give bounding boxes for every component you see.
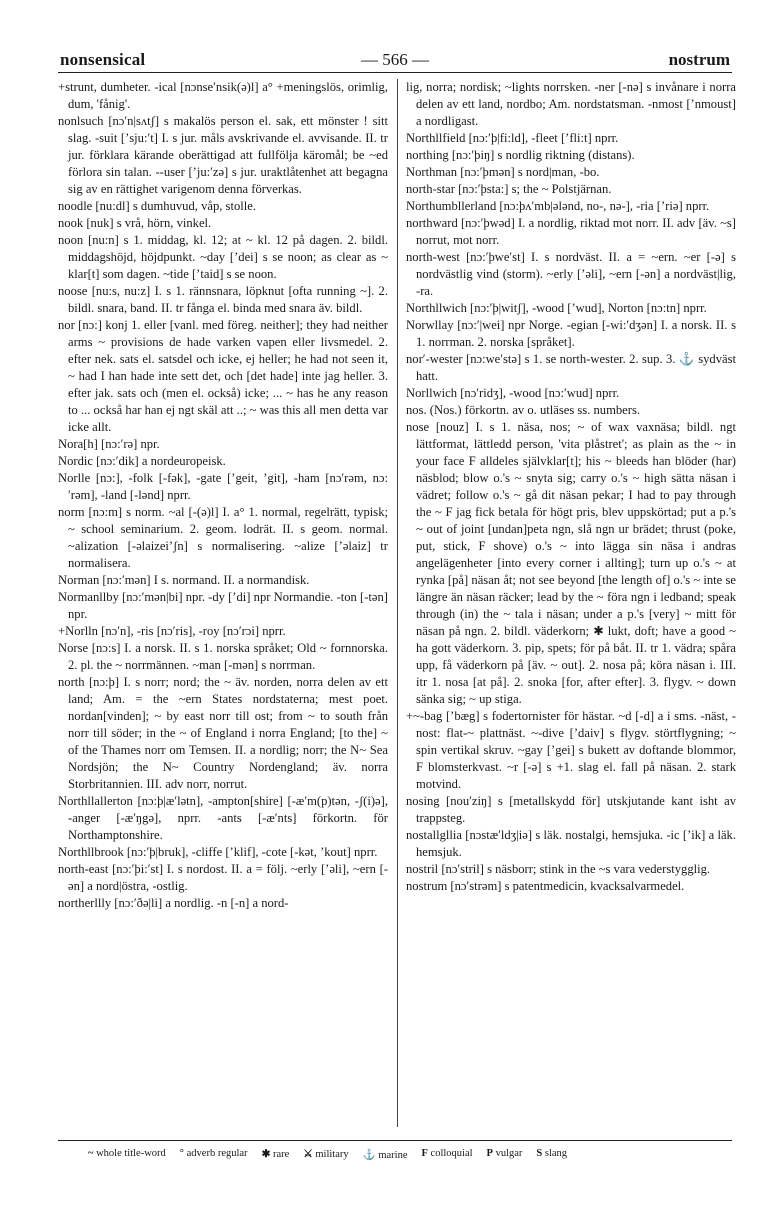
dictionary-entry: Norwllay [nɔ:′|wei] npr Norge. -egian [-wi:′dʒən] I. a norsk. II. s 1. norrman. 2. norska [språket]. [406,318,736,349]
dictionary-entry: Norllwich [nɔ′ridʒ], -wood [nɔ:′wud] nprr. [406,386,620,400]
legend-item [262,1148,290,1161]
dictionary-entry: Norlle [nɔ:], -folk [-fək], -gate [ʼgeit, ʼgit], -ham [nɔ′rəm, nɔ:′rəm], -land [-lənd] nprr. [58,471,388,502]
dictionary-entry: nos. (Nos.) förkortn. av o. utläses ss. numbers. [406,403,641,417]
dictionary-entry: +Norlln [nɔ′n], -ris [nɔ′ris], -roy [nɔ′rɔi] nprr. [58,624,286,638]
dictionary-entry: nonlsuch [nɔ′n|sʌtʃ] s makalös person el. sak, ett mönster ! sitt slag. -suit [ʼsju:′t] I. s jur. måls avskrivande el. avvisande. II. tr jur. förklara kärande oberättigad att fullfölja käromål; be ~ed förlora sin talan. --user [ʼju:′zə] s jur. uraktlåtenhet att begagna sig av en rättighet varigenom denna förverkas. [58,114,388,196]
dictionary-entry: nose [nouz] I. s 1. näsa, nos; ~ of wax vaxnäsa; bildl. ngt lättformat, lättledd person, 'vita plåstret'; as plain as the ~ in your face F alldeles självklar[t]; his ~ bleeds han blöder (har) näsblod; blow o.'s ~ snyta sig; carry o.'s ~ high sätta näsan i vädret; follow o.'s ~ gå dit näsan pekar; I had to pay through the ~ F jag fick betala för högt pris, blev uppskörtad; put a p.'s ~ out of joint [undan]peta ngn, slå ngn ur brädet; thrust (poke, put, stick, F shove) o.'s ~ into lägga sin näsa i andras angelägenheter [into every corner i allting]; turn up o.'s ~ at rynka [på] näsan åt; not see beyond [the length of] o.'s ~ inte se längre än näsan räcker; lead by the ~ föra ngn i ledband; speak through (in) the ~ tala i näsan; under a p.'s [very] ~ mitt för näsan på ngn. 2. bildl. väderkorn; ✱ lukt, doft; have a good ~ ha gott väderkorn. 3. pip, spets; för på båt. II. tr 1. vädra; spåra upp, få väderkorn på [äv. ~ out]. 2. nosa på; köra näsan i. III. itr 1. nosa [at på]. 2. snoka [for, after efter]. 3. flygv. ~ down sänka sig; ~ up stiga. [406,420,736,706]
dictionary-entry: nostril [nɔ′stril] s näsborr; stink in the ~s vara vederstygglig. [406,862,711,876]
dictionary-entry: Northllbrook [nɔ:′þ|bruk], -cliffe [ʼklif], -cote [-kət, ʼkout] nprr. [58,845,378,859]
dictionary-entry: Northllwich [nɔ:′þ|witʃ], -wood [ʼwud], Norton [nɔ:tn] nprr. [406,301,707,315]
legend-symbol: P [486,1148,493,1159]
dictionary-entry: north-star [nɔ:′þsta:] s; the ~ Polstjärnan. [406,182,612,196]
dictionary-entry: noose [nu:s, nu:z] I. s 1. rännsnara, löpknut [ofta running ~]. 2. bildl. snara, band. II. tr fånga el. binda med snara äv. bildl. [58,284,388,315]
legend-label: vulgar [495,1148,523,1159]
left-column [58,79,388,912]
dictionary-entry: nosing [nou′ziŋ] s [metallskydd för] utskjutande kant isht av trappsteg. [406,794,736,825]
dictionary-entry: +strunt, dumheter. -ical [nɔnse′nsik(ə)l] a° +meningslös, orimlig, dum, 'fånig'. [58,80,388,111]
legend-item [487,1148,523,1161]
dictionary-entry: northerllly [nɔ:′ðə|li] a nordlig. -n [-n] a nord- [58,896,289,910]
dictionary-entry: noon [nu:n] s 1. middag, kl. 12; at ~ kl. 12 på dagen. 2. bildl. middagshöjd, höjdpunkt. ~day [ʼdei] s se noon; as clear as ~ klar[t] som dagen. ~tide [ʼtaid] s se noon. [58,233,388,281]
dictionary-entry: Norse [nɔ:s] I. a norsk. II. s 1. norska språket; Old ~ fornnorska. 2. pl. the ~ norrmännen. ~man [-mən] s norrman. [58,641,388,672]
dictionary-entry: lig, norra; nordisk; ~lights norrsken. -ner [-nə] s invånare i norra delen av ett land, nordbo; Am. nordstatsman. -nmost [ʼnmoust] a nordligast. [406,80,736,128]
footer-rule [58,1140,732,1141]
left-guide-word: nonsensical [60,50,146,69]
header-rule [58,72,732,73]
dictionary-entry: noodle [nu:dl] s dumhuvud, våp, stolle. [58,199,256,213]
legend-symbol: ⚔ [303,1149,313,1160]
legend-symbol: ✱ [261,1149,271,1160]
legend-label: marine [378,1150,408,1161]
dictionary-page [58,50,736,1161]
column-divider [397,79,398,1127]
dictionary-entry: Nora[h] [nɔ:′rə] npr. [58,437,160,451]
dictionary-entry: north-west [nɔ:′þwe′st] I. s nordväst. II. a = ~ern. ~er [-ə] s nordvästlig vind (storm). ~erly [ʼəli], ~ern [-ən] a nordväst|lig, -ra. [406,250,736,298]
legend-symbol: F [421,1148,428,1159]
legend-item [363,1148,408,1161]
dictionary-entry: nor [nɔ:] konj 1. eller [vanl. med föreg. neither]; they had neither arms ~ provisions de hade varken vapen eller livsmedel. 2. efter nek. sats el. satsdel och icke, ej heller; he had not seen it, ~ had I han hade inte sett det, och [det hade] inte jag heller. 3. efter jak. sats och (men el. också) icke; ... ~ has he any reason to ... också har han ej ngt skäl att ..; ~ was this all men detta var icke allt. [58,318,388,434]
legend-label: colloquial [430,1148,473,1159]
legend-item [180,1148,248,1161]
page-header [58,50,732,74]
legend-label: adverb regular [186,1148,248,1159]
legend-symbol: ~ [88,1148,94,1159]
page-number: — 566 — [361,50,429,69]
right-guide-word: nostrum [668,50,730,69]
legend-label: military [315,1149,349,1160]
dictionary-entry: nor′-wester [nɔ:we′stə] s 1. se north-wester. 2. sup. 3. ⚓ sydväst hatt. [406,352,736,383]
dictionary-entry: norm [nɔ:m] s norm. ~al [-(ə)l] I. a° 1. normal, regelrätt, typisk; ~ school seminarium. 2. geom. lodrät. II. s geom. normal. ~alization [-əlaizeiʼʃn] s normalisering. ~alize [ʼəlaiz] tr normalisera. [58,505,388,570]
legend-label: slang [544,1148,568,1159]
dictionary-entry: nostallgllia [nɔstæ′ldʒ|iə] s läk. nostalgi, hemsjuka. -ic [ʼik] a läk. hemsjuk. [406,828,736,859]
dictionary-entry: Normanllby [nɔ:′mən|bi] npr. -dy [ʼdi] npr Normandie. -ton [-tən] npr. [58,590,388,621]
legend-item [536,1148,567,1161]
dictionary-entry: north [nɔ:þ] I. s norr; nord; the ~ äv. norden, norra delen av ett land; Am. = the ~ern States nordstaterna; mest poet. nordan[vinden]; ~ by east norr till ost; from ~ to south från norr till söder; in the ~ of England i norra England; [to the] ~ of the Thames norr om Temsen. II. a nordlig; norr; the N~ Sea Nordsjön; the N~ Country Nordengland; äv. norra Storbritannien. III. adv norr, norrut. [58,675,388,791]
dictionary-entry: +~-bag [ʼbæg] s fodertornister för hästar. ~d [-d] a i sms. -näst, -nost: flat-~ plattnäst. ~-dive [ʼdaiv] s flygv. störtflygning; ~ spin vertikal skruv. ~gay [ʼgei] s bukett av doftande blommor, F blomsterkvast. ~r [-ə] s +1. slag el. fall på näsan. 2. stark motvind. [406,709,736,791]
legend-symbol: ° [179,1148,184,1159]
columns [58,79,736,1134]
right-column [406,79,736,895]
symbol-legend [88,1148,732,1161]
legend-symbol: S [536,1148,543,1159]
dictionary-entry: Norman [nɔ:′mən] I s. normand. II. a normandisk. [58,573,310,587]
dictionary-entry: nostrum [nɔ′strəm] s patentmedicin, kvacksalvarmedel. [406,879,685,893]
legend-label: rare [273,1149,290,1160]
legend-label: whole title-word [96,1148,166,1159]
dictionary-entry: Northumbllerland [nɔ:þʌ′mb|ələnd, no-, nə-], -ria [ʼriə] nprr. [406,199,710,213]
dictionary-entry: northward [nɔ:′þwəd] I. a nordlig, riktad mot norr. II. adv [äv. ~s] norrut, mot norr. [406,216,736,247]
dictionary-entry: north-east [nɔ:′þi:′st] I. s nordost. II. a = följ. ~erly [ʼəli], ~ern [-ən] a nord|östra, -ostlig. [58,862,388,893]
legend-item [88,1148,166,1161]
legend-symbol: ⚓ [362,1150,376,1161]
dictionary-entry: Northman [nɔ:′þmən] s nord|man, -bo. [406,165,600,179]
legend-item [303,1148,348,1161]
dictionary-entry: Nordic [nɔ:′dik] a nordeuropeisk. [58,454,226,468]
legend-item [421,1148,472,1161]
dictionary-entry: Northllallerton [nɔ:þ|æ′lətn], -ampton[shire] [-æ′m(p)tən, -ʃ(i)ə], -anger [-æ′ŋgə], nprr. -ants [-æ′nts] förkortn. för Northamptonshire. [58,794,388,842]
dictionary-entry: northing [nɔ:′þiŋ] s nordlig riktning (distans). [406,148,635,162]
dictionary-entry: nook [nuk] s vrå, hörn, vinkel. [58,216,212,230]
dictionary-entry: Northllfield [nɔ:′þ|fi:ld], -fleet [ʼfli:t] nprr. [406,131,619,145]
